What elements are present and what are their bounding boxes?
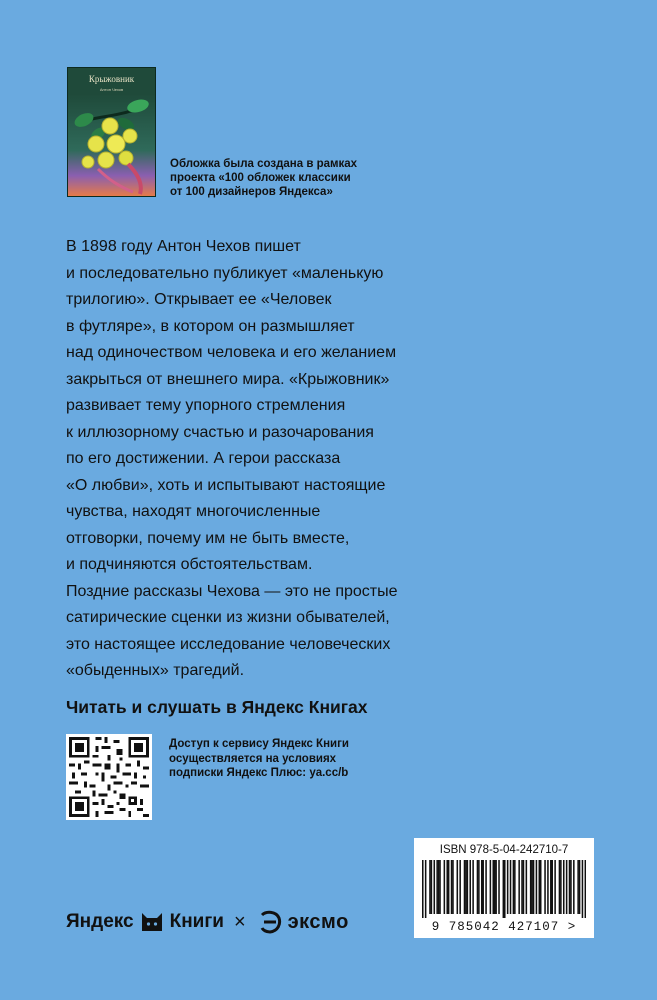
barcode-bar bbox=[431, 860, 433, 914]
description-line: отговорки, почему им не быть вместе, bbox=[66, 529, 350, 547]
access-line: осуществляется на условиях bbox=[169, 752, 337, 765]
barcode-bar bbox=[530, 860, 532, 914]
description-line: и подчиняются обстоятельствам. bbox=[66, 556, 313, 573]
barcode-bar bbox=[559, 860, 561, 914]
barcode-bar bbox=[425, 860, 427, 918]
barcode-bar bbox=[513, 860, 515, 914]
barcode-bar bbox=[492, 860, 494, 914]
barcode-bar bbox=[551, 860, 553, 914]
barcode-bar bbox=[490, 860, 492, 914]
description-line: сатирические сценки из жизни обывателей, bbox=[66, 609, 390, 626]
barcode-bar bbox=[467, 860, 469, 914]
description-line: «обыденных» трагедий. bbox=[66, 662, 245, 679]
barcode-bar bbox=[478, 860, 480, 914]
caption-line: Обложка была создана в рамках bbox=[170, 158, 358, 170]
barcode-bar bbox=[429, 860, 431, 914]
barcode-bar bbox=[446, 860, 448, 914]
barcode-bar bbox=[477, 860, 479, 914]
publisher-logos bbox=[66, 906, 349, 938]
description-line: чувства, находят многочисленные bbox=[66, 503, 321, 520]
barcode-bar bbox=[481, 860, 483, 914]
caption-line: проекта «100 обложек классики bbox=[170, 172, 351, 184]
access-note bbox=[169, 737, 389, 781]
barcode-bar bbox=[550, 860, 552, 914]
read-heading: Читать и слушать в Яндекс Книгах bbox=[66, 697, 368, 717]
caption-line: от 100 дизайнеров Яндекса» bbox=[170, 186, 333, 198]
barcode-bar bbox=[472, 860, 474, 914]
barcode-bar bbox=[459, 860, 461, 914]
barcode-bar bbox=[452, 860, 454, 914]
qr-code-graphic bbox=[66, 734, 152, 820]
description-line: трилогию». Открывает ее «Человек bbox=[66, 291, 332, 308]
barcode bbox=[422, 860, 586, 918]
barcode-bar bbox=[566, 860, 568, 914]
description-line: это настоящее исследование человеческих bbox=[66, 635, 391, 653]
description-line: развивает тему упорного стремления bbox=[66, 397, 346, 414]
barcode-bar bbox=[585, 860, 586, 918]
access-line: Доступ к сервису Яндекс Книги bbox=[169, 738, 349, 750]
barcode-bar bbox=[518, 860, 520, 914]
barcode-bar bbox=[523, 860, 525, 914]
description-line: в футляре», в котором он размышляет bbox=[66, 317, 355, 335]
barcode-bar bbox=[554, 860, 556, 914]
barcode-bar bbox=[569, 860, 571, 914]
barcode-bar bbox=[451, 860, 453, 914]
cover-thumbnail bbox=[67, 67, 156, 197]
barcode-bar bbox=[434, 860, 436, 914]
barcode-bar bbox=[494, 860, 496, 914]
times-sign: × bbox=[233, 910, 246, 933]
barcode-bar bbox=[436, 860, 438, 914]
barcode-bar bbox=[465, 860, 467, 914]
cover-author: Антон Чехов bbox=[99, 87, 124, 92]
barcode-bar bbox=[448, 860, 450, 914]
barcode-bar bbox=[422, 860, 424, 918]
barcode-bar bbox=[510, 860, 512, 914]
barcode-bar bbox=[536, 860, 538, 914]
description-line: к иллюзорному счастью и разочарования bbox=[66, 423, 374, 441]
book-description bbox=[66, 234, 466, 685]
barcode-bar bbox=[514, 860, 516, 914]
eksmo-icon bbox=[258, 910, 282, 934]
barcode-bar bbox=[521, 860, 523, 914]
access-line: подписки Яндекс Плюс: ya.cc/b bbox=[169, 767, 349, 779]
description-line: закрыться от внешнего мира. «Крыжовник» bbox=[66, 370, 390, 388]
barcode-bar bbox=[544, 860, 546, 914]
barcode-bar bbox=[563, 860, 565, 914]
eksmo-logo-text: эксмо bbox=[287, 910, 349, 933]
barcode-bar bbox=[444, 860, 446, 914]
qr-code[interactable] bbox=[66, 734, 152, 820]
barcode-bar bbox=[540, 860, 542, 914]
description-line: Поздние рассказы Чехова — это не простые bbox=[66, 582, 398, 600]
description-line: «О любви», хоть и испытывают настоящие bbox=[66, 476, 386, 494]
gooseberry-illustration bbox=[68, 94, 155, 196]
cat-icon bbox=[140, 911, 164, 933]
barcode-bar bbox=[531, 860, 533, 914]
barcode-bar bbox=[457, 860, 459, 914]
barcode-bar bbox=[464, 860, 466, 914]
barcode-bar bbox=[533, 860, 535, 914]
barcode-bar bbox=[498, 860, 500, 914]
barcode-bar bbox=[582, 860, 584, 918]
cover-caption bbox=[170, 157, 390, 199]
isbn-text: ISBN 978-5-04-242710-7 bbox=[439, 844, 569, 856]
barcode-box bbox=[414, 838, 594, 938]
barcode-bar bbox=[560, 860, 562, 914]
barcode-bar bbox=[539, 860, 541, 914]
barcode-bar bbox=[577, 860, 579, 914]
barcode-bar bbox=[547, 860, 549, 914]
yandex-logo-text: Яндекс bbox=[66, 911, 134, 932]
barcode-bar bbox=[507, 860, 509, 914]
barcode-bar bbox=[469, 860, 471, 914]
knigi-logo-text: Книги bbox=[169, 911, 224, 932]
barcode-bar bbox=[485, 860, 487, 914]
cover-title: Крыжовник bbox=[88, 74, 135, 84]
barcode-bar bbox=[438, 860, 440, 914]
description-line: В 1898 году Антон Чехов пишет bbox=[66, 238, 301, 255]
barcode-bar bbox=[579, 860, 581, 914]
barcode-bar bbox=[482, 860, 484, 914]
description-line: по его достижении. А герои рассказа bbox=[66, 450, 341, 467]
barcode-bar bbox=[526, 860, 528, 914]
barcode-bar bbox=[495, 860, 497, 914]
barcode-bar bbox=[504, 860, 506, 918]
description-line: над одиночеством человека и его желанием bbox=[66, 344, 397, 361]
barcode-bar bbox=[503, 860, 505, 918]
barcode-bar bbox=[439, 860, 441, 914]
description-line: и последовательно публикует «маленькую bbox=[66, 264, 384, 282]
barcode-bar bbox=[570, 860, 572, 914]
barcode-bar bbox=[573, 860, 575, 914]
ean-digits: 9 785042 427107 > bbox=[431, 920, 577, 934]
